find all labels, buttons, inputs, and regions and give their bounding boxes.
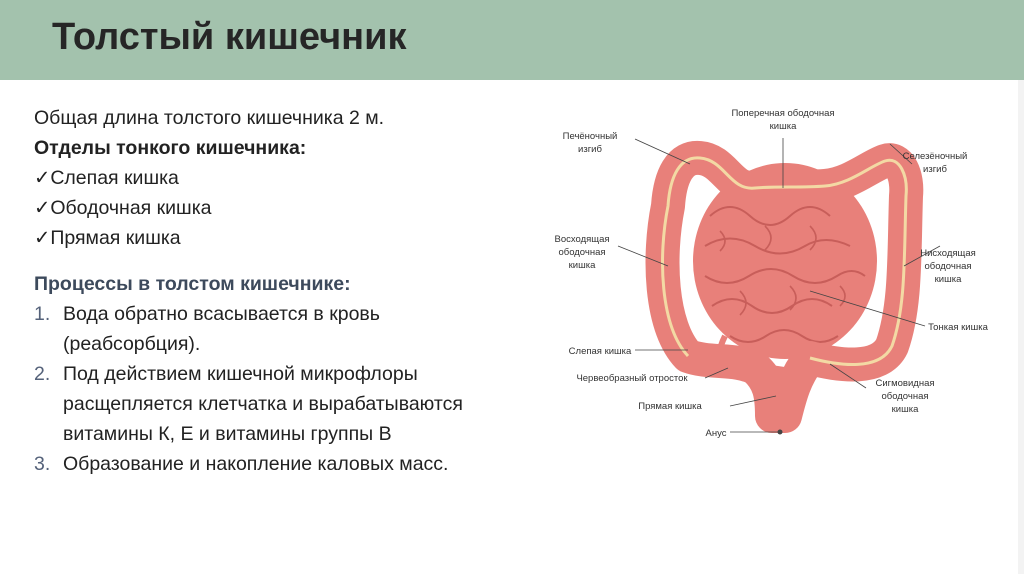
process-line: (реабсорбция). bbox=[63, 333, 201, 355]
label-sigmoid: ободочная bbox=[881, 391, 929, 402]
large-intestine-diagram bbox=[540, 96, 988, 446]
process-line: Образование и накопление каловых масс. bbox=[63, 453, 449, 475]
label-ascending: ободочная bbox=[558, 247, 606, 258]
label-sigmoid: кишка bbox=[891, 404, 919, 415]
process-line: витамины К, Е и витамины группы В bbox=[63, 423, 392, 445]
label-anus: Анус bbox=[705, 428, 727, 439]
process-item bbox=[34, 449, 614, 479]
text-content bbox=[34, 103, 614, 479]
label-descending: ободочная bbox=[924, 261, 972, 272]
process-line: расщепляется клетчатка и вырабатываются bbox=[63, 393, 463, 415]
label-rectum: Прямая кишка bbox=[638, 401, 702, 412]
process-number: 3. bbox=[34, 453, 51, 475]
label-descending: кишка bbox=[934, 274, 962, 285]
label-ascending: Восходящая bbox=[554, 234, 610, 245]
section-item: ✓Ободочная кишка bbox=[34, 197, 212, 219]
section-item: ✓Прямая кишка bbox=[34, 227, 181, 249]
slide-edge bbox=[1018, 80, 1024, 574]
process-item bbox=[34, 299, 614, 359]
label-small-intestine: Тонкая кишка bbox=[928, 322, 988, 333]
label-cecum: Слепая кишка bbox=[568, 346, 632, 357]
label-splenic: изгиб bbox=[923, 164, 947, 175]
slide-title: Толстый кишечник bbox=[52, 16, 407, 58]
section-item: ✓Слепая кишка bbox=[34, 167, 179, 189]
process-item bbox=[34, 359, 614, 449]
process-line: Под действием кишечной микрофлоры bbox=[63, 363, 418, 385]
process-number: 1. bbox=[34, 303, 51, 325]
processes-list bbox=[34, 299, 614, 479]
length-text: Общая длина толстого кишечника 2 м. bbox=[34, 107, 385, 129]
label-transverse: кишка bbox=[769, 121, 797, 132]
label-hepatic: изгиб bbox=[578, 144, 602, 155]
label-hepatic: Печёночный bbox=[562, 131, 618, 142]
process-number: 2. bbox=[34, 363, 51, 385]
label-transverse: Поперечная ободочная bbox=[731, 108, 835, 119]
label-splenic: Селезёночный bbox=[902, 151, 968, 162]
processes-heading: Процессы в толстом кишечнике: bbox=[34, 273, 351, 295]
label-sigmoid: Сигмовидная bbox=[875, 378, 935, 389]
sections-heading: Отделы тонкого кишечника: bbox=[34, 137, 307, 159]
label-ascending: кишка bbox=[568, 260, 596, 271]
label-descending: Нисходящая bbox=[920, 248, 976, 259]
label-appendix: Червеобразный отросток bbox=[576, 373, 688, 384]
title-bar bbox=[0, 0, 1024, 80]
process-line: Вода обратно всасывается в кровь bbox=[63, 303, 380, 325]
